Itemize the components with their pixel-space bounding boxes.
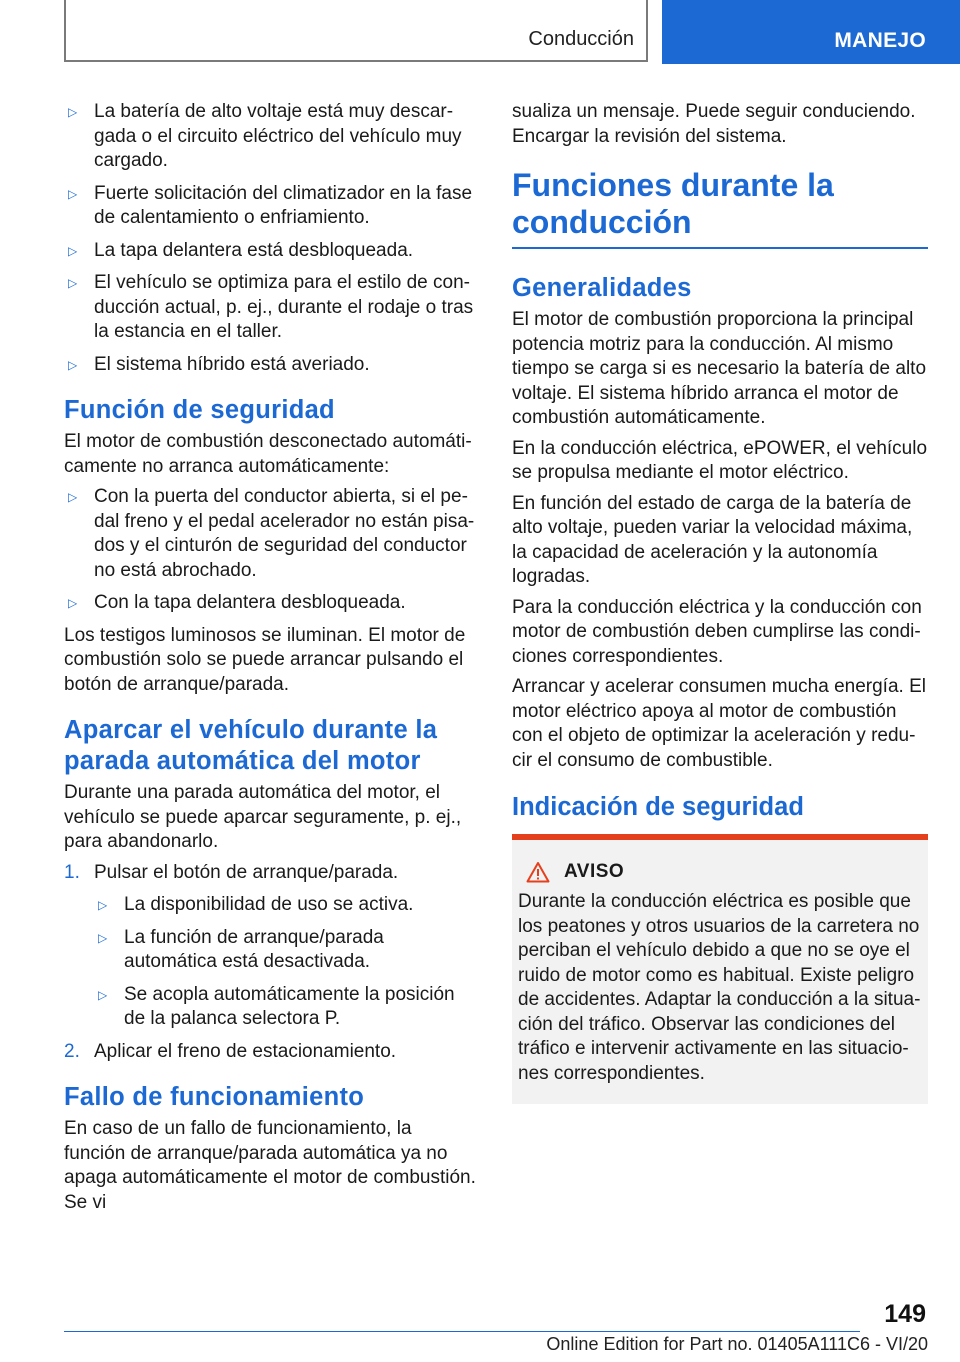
- paragraph: Para la conducción eléctrica y la conducción con motor de combustión deben cumplirse las condiciones correspondientes.: [512, 596, 922, 667]
- conditions-list: [64, 100, 478, 377]
- safety-list: [64, 485, 478, 616]
- continuation-text: sualiza un mensaje. Puede seguir conduciendo. Encargar la revisión del sistema.: [512, 101, 916, 147]
- step-sublist: [94, 893, 478, 1032]
- header-chapter-tab: [662, 0, 960, 64]
- page-number: 149: [884, 1300, 926, 1328]
- warning-triangle-icon: [526, 861, 550, 883]
- list-item: ▷ La batería de alto voltaje está muy descargada o el circuito eléctrico del vehículo muy cargado.: [68, 101, 462, 171]
- main-heading: Funciones durante la conducción: [512, 167, 928, 249]
- paragraph: Arrancar y acelerar consumen mucha energía. El motor eléctrico apoya al motor de combustión con el objeto de optimizar la aceleración y reducir el consumo de combustible.: [512, 676, 926, 771]
- paragraph: El motor de combustión proporciona la principal potencia motriz para la conducción. Al mismo tiempo se carga si es necesario la batería de alto voltaje. El sistema híbrido arranca el motor de combustión automáticamente.: [512, 309, 927, 428]
- list-item: ▷ La función de arranque/parada automática está desactivada.: [98, 926, 384, 972]
- warning-header: [518, 860, 922, 885]
- header-section-title: Conducción: [528, 28, 634, 50]
- warning-box: [512, 834, 928, 1105]
- step-item: [64, 861, 478, 1032]
- safety-function-heading: Función de seguridad: [64, 396, 335, 424]
- triangle-right-icon: ▷: [98, 930, 108, 945]
- footer-edition: Online Edition for Part no. 01405A111C6 - VI/20: [546, 1334, 928, 1354]
- list-item: ▷ Con la tapa delantera desbloqueada.: [64, 591, 478, 616]
- warning-text: Durante la conducción eléctrica es posible que los peatones y otros usuarios de la carretera no perciban el vehículo debido a que no se oye el ruido de motor como es habitual. Existe peligro de accidentes. Adaptar la conducción a la situación del tráfico. Observar las condiciones del tráfico e intervenir activamente en las situaciones correspondientes.: [518, 891, 921, 1084]
- list-item: ▷ La tapa delantera está desbloqueada.: [64, 239, 478, 264]
- parking-steps: [64, 861, 478, 1065]
- general-heading: Generalidades: [512, 274, 692, 302]
- step-item: [64, 1040, 478, 1065]
- malfunction-heading: Fallo de funcionamiento: [64, 1083, 365, 1111]
- parking-text: Durante una parada automática del motor, el vehículo se puede aparcar seguramente, p. ej., para abandonarlo.: [64, 782, 462, 852]
- step-text: Pulsar el botón de arranque/parada.: [94, 861, 399, 883]
- triangle-right-icon: ▷: [68, 186, 78, 201]
- triangle-right-icon: ▷: [98, 987, 108, 1002]
- list-item: ▷ Fuerte solicitación del climatizador en la fase de calentamiento o enfriamiento.: [68, 182, 473, 228]
- step-text: Aplicar el freno de estacionamiento.: [94, 1040, 397, 1062]
- triangle-right-icon: ▷: [68, 357, 78, 372]
- list-item: ▷ Se acopla automáticamente la posición de la palanca selectora P.: [98, 983, 455, 1029]
- list-item: ▷ El sistema híbrido está averiado.: [64, 353, 478, 378]
- chapter-label: MANEJO: [834, 29, 926, 52]
- step-number: 1.: [64, 861, 80, 883]
- safety-note-heading: Indicación de seguridad: [512, 793, 804, 821]
- triangle-right-icon: ▷: [68, 243, 78, 258]
- footer-rule: [64, 1331, 860, 1332]
- triangle-right-icon: ▷: [68, 596, 78, 610]
- triangle-right-icon: ▷: [68, 490, 78, 504]
- list-item: ▷ Con la puerta del conductor abierta, si el pedal freno y el pedal acelerador no están pisados y el cinturón de seguridad del conductor no está abrochado.: [68, 486, 475, 581]
- warning-label: AVISO: [564, 860, 625, 882]
- paragraph: En la conducción eléctrica, ePOWER, el vehículo se propulsa mediante el motor eléctrico.: [512, 437, 928, 483]
- triangle-right-icon: ▷: [68, 276, 78, 290]
- triangle-right-icon: ▷: [68, 105, 78, 119]
- step-number: 2.: [64, 1040, 80, 1062]
- safety-function-text-2: Los testigos luminosos se iluminan. El motor de combustión solo se puede arrancar pulsando el botón de arranque/parada.: [64, 624, 466, 695]
- malfunction-text: En caso de un fallo de funcionamiento, la función de arranque/parada automática ya no apaga automáticamente el motor de combustión. Se vi: [64, 1118, 476, 1213]
- left-column: [64, 100, 478, 1221]
- paragraph: En función del estado de carga de la batería de alto voltaje, pueden variar la velocidad máxima, la capacidad de aceleración y la autonomía logradas.: [512, 492, 913, 587]
- triangle-right-icon: ▷: [98, 898, 108, 912]
- right-column: [512, 100, 928, 1104]
- safety-function-text: El motor de combustión desconectado automáticamente no arranca automáticamente:: [64, 431, 472, 477]
- list-item: ▷ La disponibilidad de uso se activa.: [94, 893, 478, 918]
- parking-heading: Aparcar el vehículo durante la parada automática del motor: [64, 716, 438, 775]
- list-item: ▷ El vehículo se optimiza para el estilo de conducción actual, p. ej., durante el rodaje o tras la estancia en el taller.: [68, 272, 474, 342]
